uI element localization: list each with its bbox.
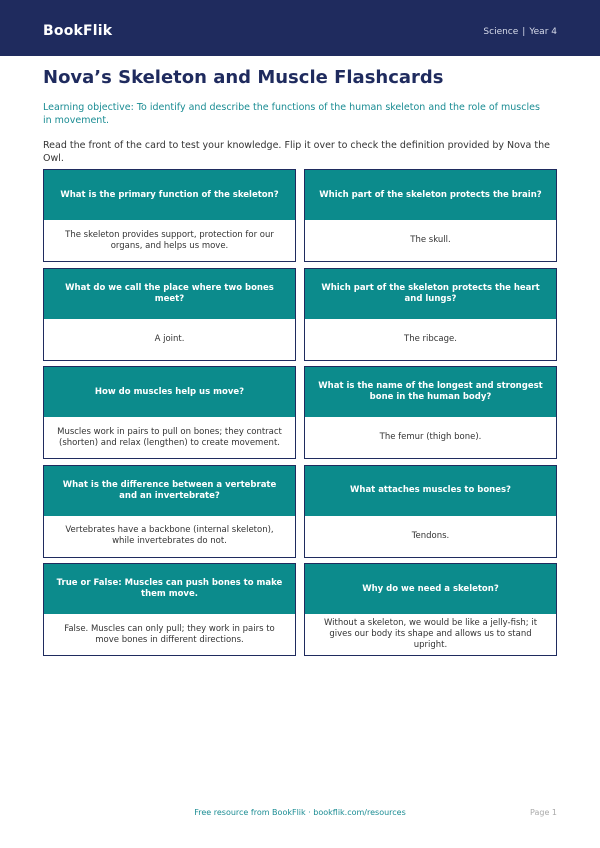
flashcard[interactable] [304, 366, 557, 459]
flashcard[interactable] [43, 169, 296, 262]
subject-label: Science [483, 27, 519, 37]
flashcard-question: Which part of the skeleton protects the heart and lungs? [305, 269, 556, 319]
flashcard-row [43, 169, 557, 262]
flashcard-row [43, 366, 557, 459]
flashcard-answer: Without a skeleton, we would be like a jelly-fish; it gives our body its shape and allows us to stand upright. [305, 614, 556, 655]
flashcard-answer: The skull. [305, 220, 556, 261]
flashcard-question: What do we call the place where two bones meet? [44, 269, 295, 319]
flashcard-answer: A joint. [44, 319, 295, 360]
flashcard-grid [43, 169, 557, 662]
flashcard-question: Which part of the skeleton protects the brain? [305, 170, 556, 220]
footer-link[interactable]: Free resource from BookFlik · bookflik.com/resources [194, 808, 406, 817]
year-label: Year 4 [529, 27, 557, 37]
page-title: Nova’s Skeleton and Muscle Flashcards [43, 67, 444, 88]
header-bar [0, 0, 600, 56]
flashcard-answer: The skeleton provides support, protection for our organs, and helps us move. [44, 220, 295, 261]
flashcard[interactable] [304, 563, 557, 656]
flashcard-answer: Vertebrates have a backbone (internal skeleton), while invertebrates do not. [44, 516, 295, 557]
flashcard-row [43, 268, 557, 361]
flashcard-answer: Muscles work in pairs to pull on bones; they contract (shorten) and relax (lengthen) to create movement. [44, 417, 295, 458]
flashcard[interactable] [43, 366, 296, 459]
flashcard-answer: The femur (thigh bone). [305, 417, 556, 458]
meta-separator: | [522, 27, 526, 37]
flashcard-answer: Tendons. [305, 516, 556, 557]
flashcard[interactable] [43, 563, 296, 656]
flashcard-question: What is the name of the longest and strongest bone in the human body? [305, 367, 556, 417]
flashcard-question: What attaches muscles to bones? [305, 466, 556, 516]
flashcard-question: True or False: Muscles can push bones to make them move. [44, 564, 295, 614]
flashcard[interactable] [304, 169, 557, 262]
brand-logo[interactable]: BookFlik [43, 23, 113, 39]
instructions: Read the front of the card to test your knowledge. Flip it over to check the definition provided by Nova the Owl. [43, 140, 550, 164]
flashcard-question: What is the primary function of the skeleton? [44, 170, 295, 220]
page-number: Page 1 [530, 808, 557, 817]
flashcard-question: Why do we need a skeleton? [305, 564, 556, 614]
flashcard[interactable] [304, 465, 557, 558]
flashcard[interactable] [43, 465, 296, 558]
flashcard-row [43, 563, 557, 656]
flashcard-answer: False. Muscles can only pull; they work in pairs to move bones in different directions. [44, 614, 295, 655]
flashcard[interactable] [304, 268, 557, 361]
subject-year [483, 27, 557, 37]
learning-objective: Learning objective: To identify and describe the functions of the human skeleton and the role of muscles in movement. [43, 102, 540, 126]
flashcard-answer: The ribcage. [305, 319, 556, 360]
flashcard-question: What is the difference between a vertebrate and an invertebrate? [44, 466, 295, 516]
flashcard-question: How do muscles help us move? [44, 367, 295, 417]
flashcard-row [43, 465, 557, 558]
flashcard[interactable] [43, 268, 296, 361]
